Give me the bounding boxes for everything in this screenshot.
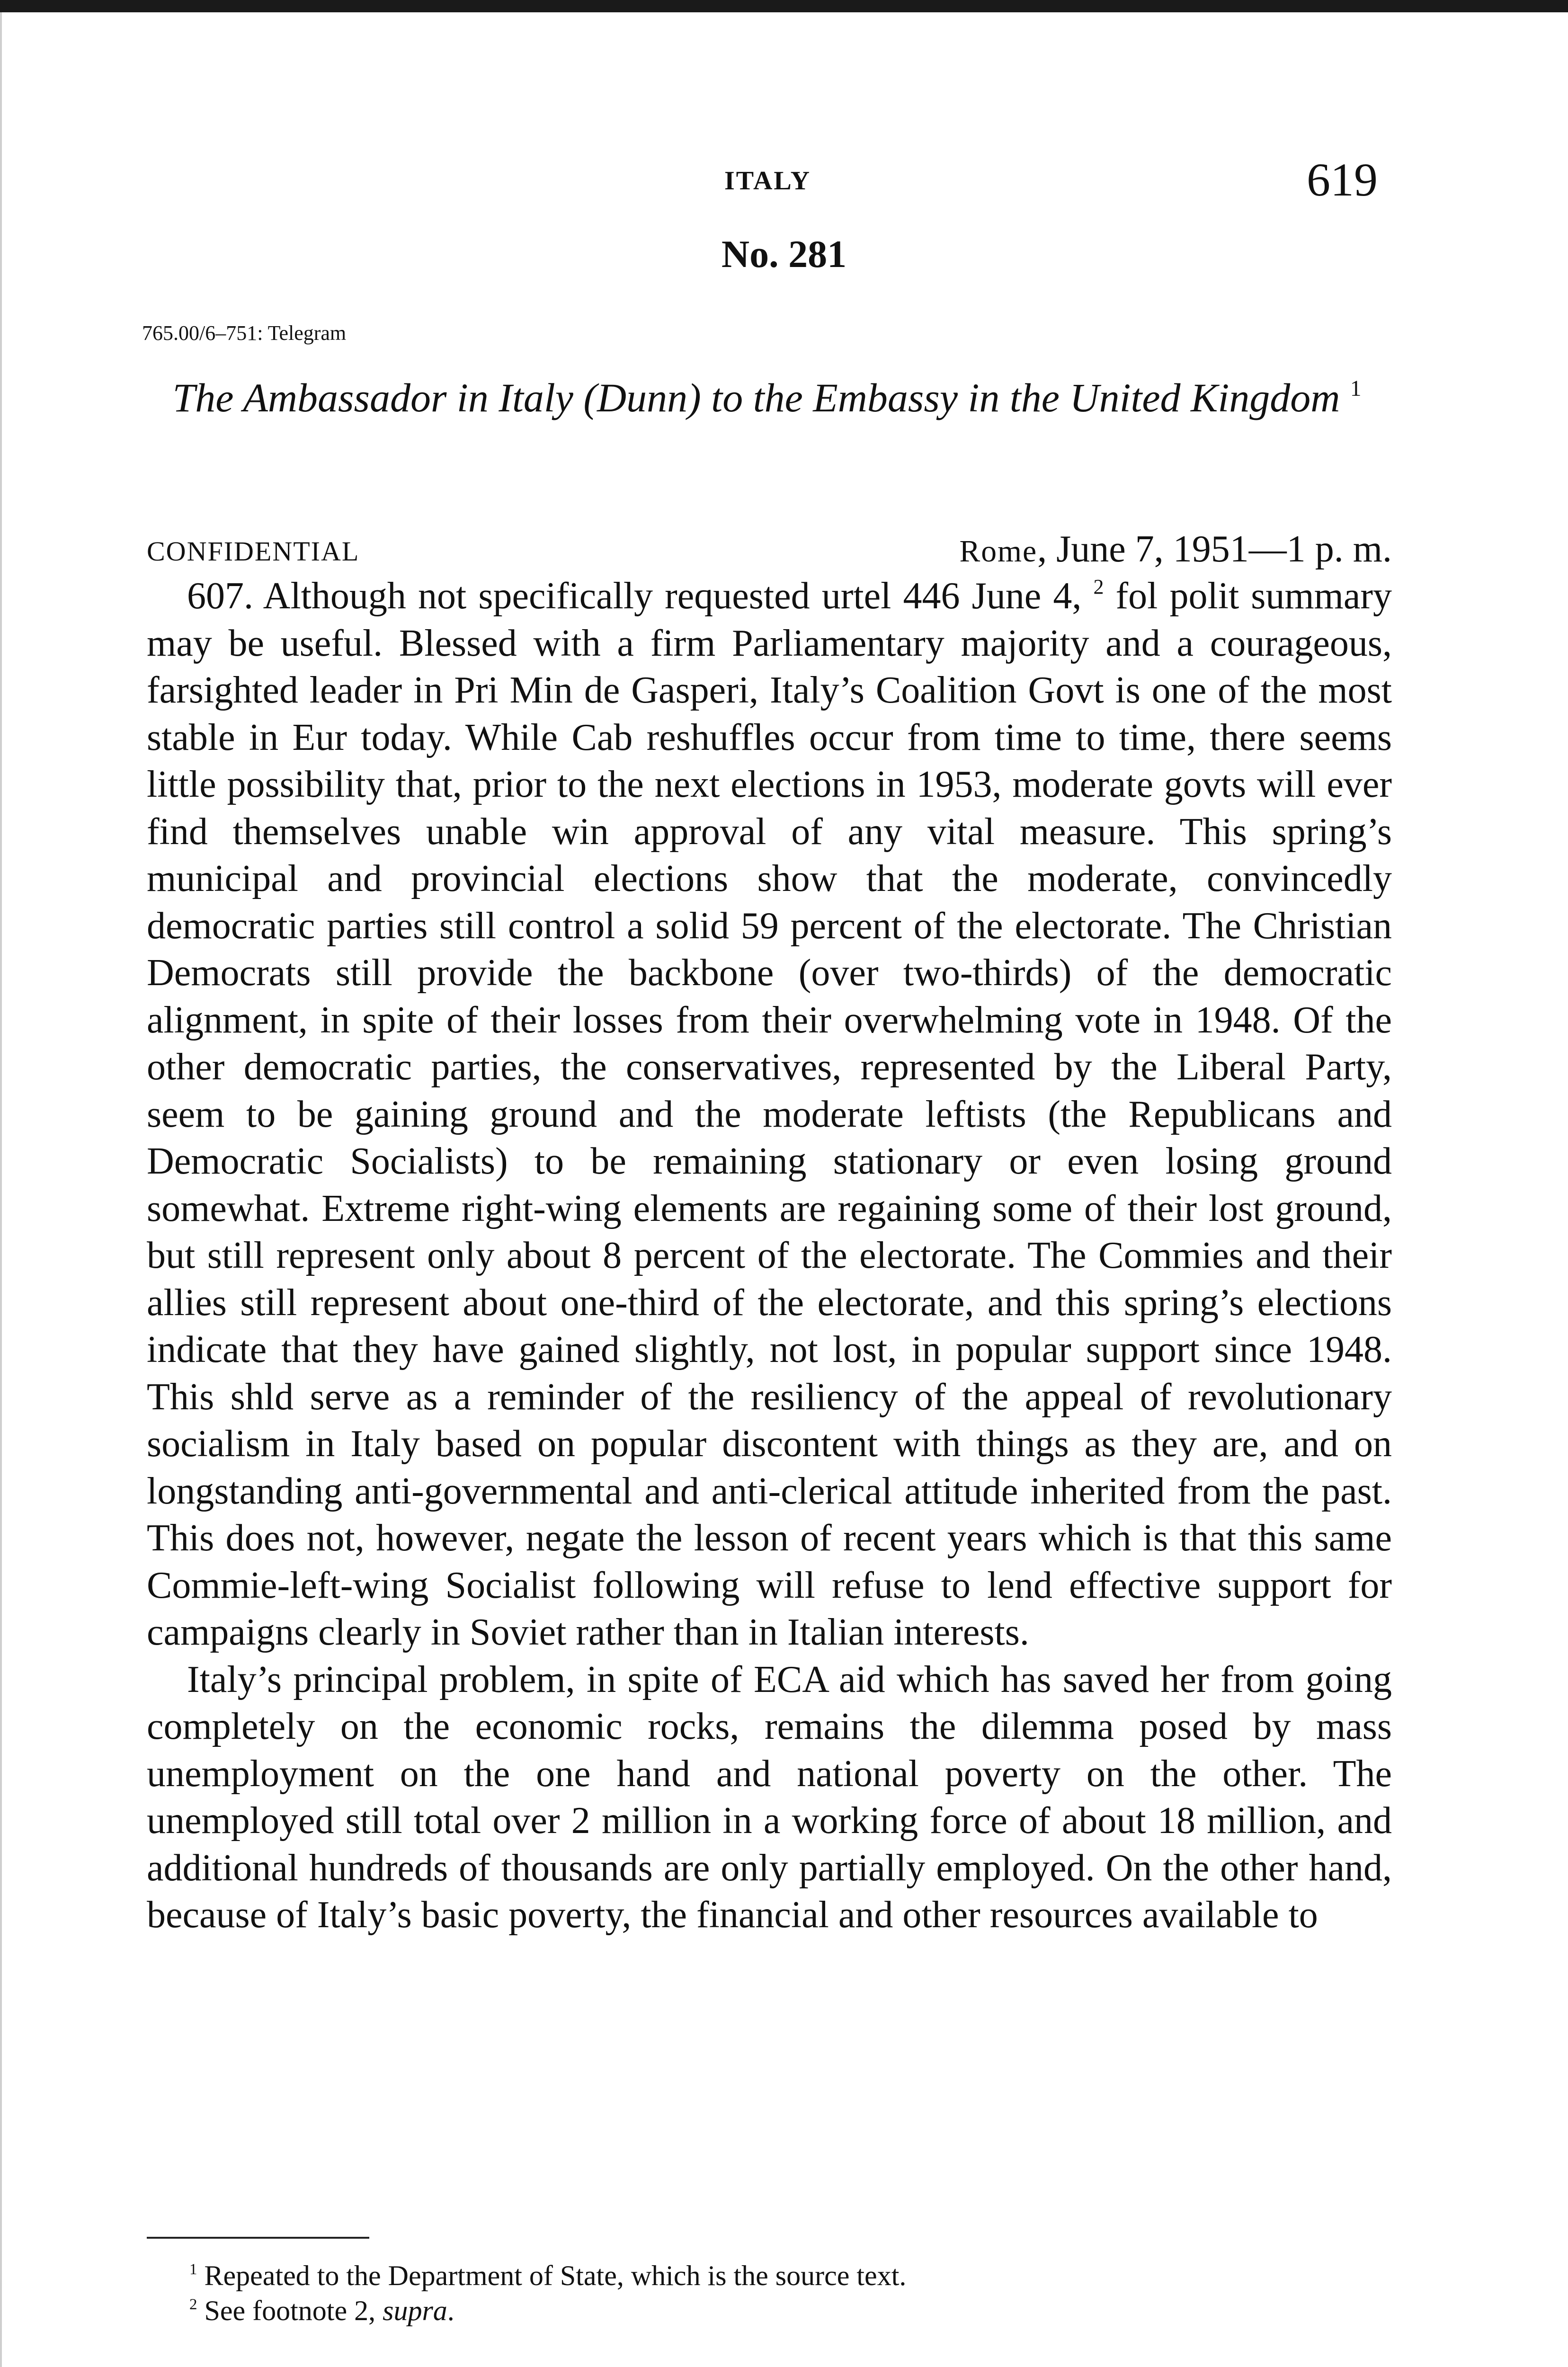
page-number: 619 bbox=[1307, 153, 1378, 206]
left-border-rule bbox=[0, 12, 2, 2367]
paragraph-1 bbox=[147, 573, 1392, 1656]
classification-label: CONFIDENTIAL bbox=[147, 536, 360, 567]
file-reference: 765.00/6–751: Telegram bbox=[142, 321, 347, 345]
footnote-divider bbox=[147, 2237, 369, 2239]
footnote-1-marker: 1 bbox=[189, 2260, 197, 2278]
heading-footnote-ref: 1 bbox=[1350, 376, 1362, 401]
paragraph-1-footnote-ref: 2 bbox=[1093, 575, 1104, 599]
dateline-date: , June 7, 1951—1 p. m. bbox=[1037, 528, 1392, 570]
telegram-body bbox=[147, 573, 1392, 1939]
paragraph-1-start: 607. Although not specifically requested urtel 446 June 4, bbox=[187, 575, 1082, 617]
footnote-1 bbox=[147, 2258, 1392, 2293]
dateline bbox=[959, 528, 1392, 571]
running-title: ITALY bbox=[724, 166, 811, 196]
document-heading bbox=[142, 374, 1392, 421]
footnotes bbox=[147, 2258, 1392, 2328]
classification-row bbox=[147, 528, 1392, 575]
footnote-2-text-start: See footnote 2, bbox=[204, 2295, 383, 2326]
paragraph-1-rest: fol polit summary may be useful. Blessed with a firm Parliamentary majority and a courageous, farsighted leader in Pri Min de Gasperi, Italy’s Coalition Govt is one of the most stable in Eur today. While Cab reshuffles occur from time to time, there seems little possibility that, prior to the next elections in 1953, moderate govts will ever find themselves unable win approval of any vital measure. This spring’s municipal and provincial elections show that the moderate, convincedly democratic parties still control a solid 59 percent of the electorate. The Christian Democrats still provide the backbone (over two-thirds) of the democratic alignment, in spite of their losses from their overwhelming vote in 1948. Of the other democratic parties, the conservatives, represented by the Liberal Party, seem to be gaining ground and the moderate leftists (the Republicans and Democratic Socialists) to be remaining stationary or even losing ground somewhat. Extreme right-wing elements are regaining some of their lost ground, but still represent only about 8 percent of the electorate. The Commies and their allies still represent about one-third of the electorate, and this spring’s elections indicate that they have gained slightly, not lost, in popular support since 1948. This shld serve as a reminder of the resiliency of the appeal of revolutionary socialism in Italy based on popular discontent with things as they are, and on longstanding anti-governmental and anti-clerical attitude inherited from the past. This does not, however, negate the lesson of recent years which is that this same Commie-left-wing Socialist following will refuse to lend effective support for campaigns clearly in Soviet rather than in Italian interests. bbox=[147, 575, 1392, 1653]
footnote-2 bbox=[147, 2293, 1392, 2328]
document-number: No. 281 bbox=[721, 232, 847, 276]
footnote-2-italic: supra bbox=[383, 2295, 447, 2326]
dateline-place: Rome bbox=[959, 534, 1038, 569]
document-heading-text: The Ambassador in Italy (Dunn) to the Embassy in the United Kingdom bbox=[172, 375, 1340, 420]
footnote-2-marker: 2 bbox=[189, 2296, 197, 2313]
paragraph-2: Italy’s principal problem, in spite of ECA aid which has saved her from going completely on the economic rocks, remains the dilemma posed by mass unemployment on the one hand and national poverty on the other. The unemployed still total over 2 million in a working force of about 18 million, and additional hundreds of thousands are only partially employed. On the other hand, because of Italy’s basic poverty, the financial and other resources available to bbox=[147, 1658, 1392, 1936]
footnote-2-text-end: . bbox=[447, 2295, 454, 2326]
footnote-1-text: Repeated to the Department of State, which is the source text. bbox=[204, 2260, 907, 2291]
top-border-rule bbox=[0, 0, 1568, 12]
running-head bbox=[0, 153, 1568, 206]
